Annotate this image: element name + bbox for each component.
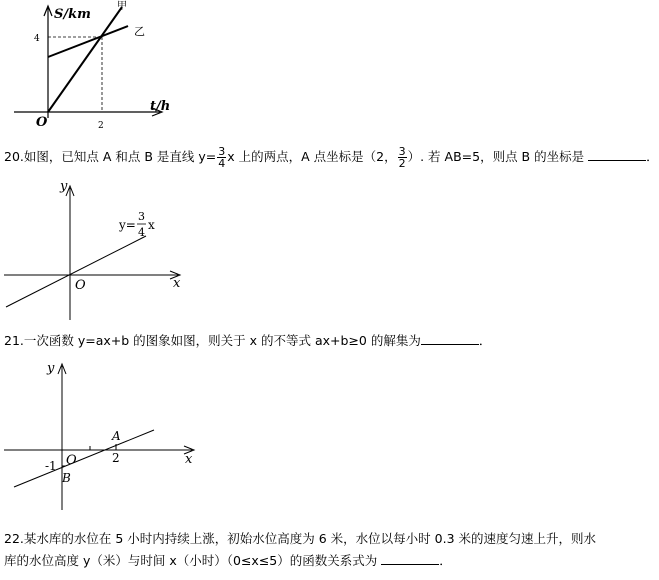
q20-answer-blank[interactable] — [588, 148, 646, 161]
origin-label: O — [75, 278, 86, 293]
y-tick-label: 4 — [34, 34, 40, 44]
line-yi — [48, 26, 128, 57]
line-label-frac-num: 3 — [138, 210, 145, 223]
q21-text: 21.一次函数 y=ax+b 的图象如图，则关于 x 的不等式 ax+b≥0 的解集为 — [4, 333, 421, 348]
line-yi-label: 乙 — [134, 25, 145, 38]
figure-3-svg — [0, 358, 650, 518]
x-axis-label: x — [173, 276, 181, 291]
q22-line-1: 22.某水库的水位在 5 小时内持续上涨，初始水位高度为 6 米，水位以每小时 0.3 米的速度匀速上升，则水 — [4, 531, 597, 546]
q21-text-end: ． — [478, 333, 492, 348]
line-label-suffix: x — [148, 218, 155, 232]
q22-answer-blank[interactable] — [381, 552, 439, 565]
q20-text-before: 20.如图，已知点 A 和点 B 是直线 y= — [4, 149, 217, 164]
question-21 — [4, 330, 644, 352]
x-axis-label: x — [185, 452, 193, 467]
q20-text-middle: x 上的两点，A 点坐标是（2， — [227, 149, 397, 164]
line-label-frac-den: 4 — [138, 226, 145, 239]
y-axis-label: y — [60, 179, 68, 194]
origin-label: O — [36, 115, 48, 130]
question-20 — [4, 145, 659, 170]
figure-1-svg — [0, 0, 650, 135]
q22-line-2: 库的水位高度 y（米）与时间 x（小时）（0≤x≤5）的函数关系式为 ． — [4, 553, 452, 568]
figure-2-line-graph — [0, 176, 650, 326]
point-a-label: A — [112, 429, 121, 443]
q21-answer-blank[interactable] — [421, 332, 479, 345]
y-axis-label: y — [47, 361, 55, 376]
figure-1-distance-time-graph — [0, 0, 650, 135]
origin-label: O — [66, 453, 77, 468]
line-jia — [48, 7, 122, 112]
question-22 — [4, 528, 644, 572]
y-tick-label: -1 — [45, 459, 57, 473]
q20-fraction-2: $\frac{3}{2}$ — [398, 145, 406, 170]
point-b-label: B — [62, 471, 71, 485]
line-label-prefix: y= — [119, 218, 136, 232]
y-axis-label: S/km — [54, 7, 91, 22]
figure-3-line-graph — [0, 358, 650, 518]
line-y-ax-b — [14, 430, 154, 487]
line-jia-label: 甲 — [117, 1, 127, 12]
q20-fraction-1: $\frac{3}{4}$ — [218, 145, 226, 170]
x-axis-label: t/h — [150, 99, 171, 114]
figure-2-svg — [0, 176, 650, 326]
x-tick-label: 2 — [112, 451, 120, 465]
q20-text-end: ． — [646, 149, 659, 164]
x-tick-label: 2 — [98, 121, 104, 131]
q20-text-after: ）. 若 AB=5，则点 B 的坐标是 — [407, 149, 585, 164]
line-y-3-4-x — [6, 236, 146, 307]
